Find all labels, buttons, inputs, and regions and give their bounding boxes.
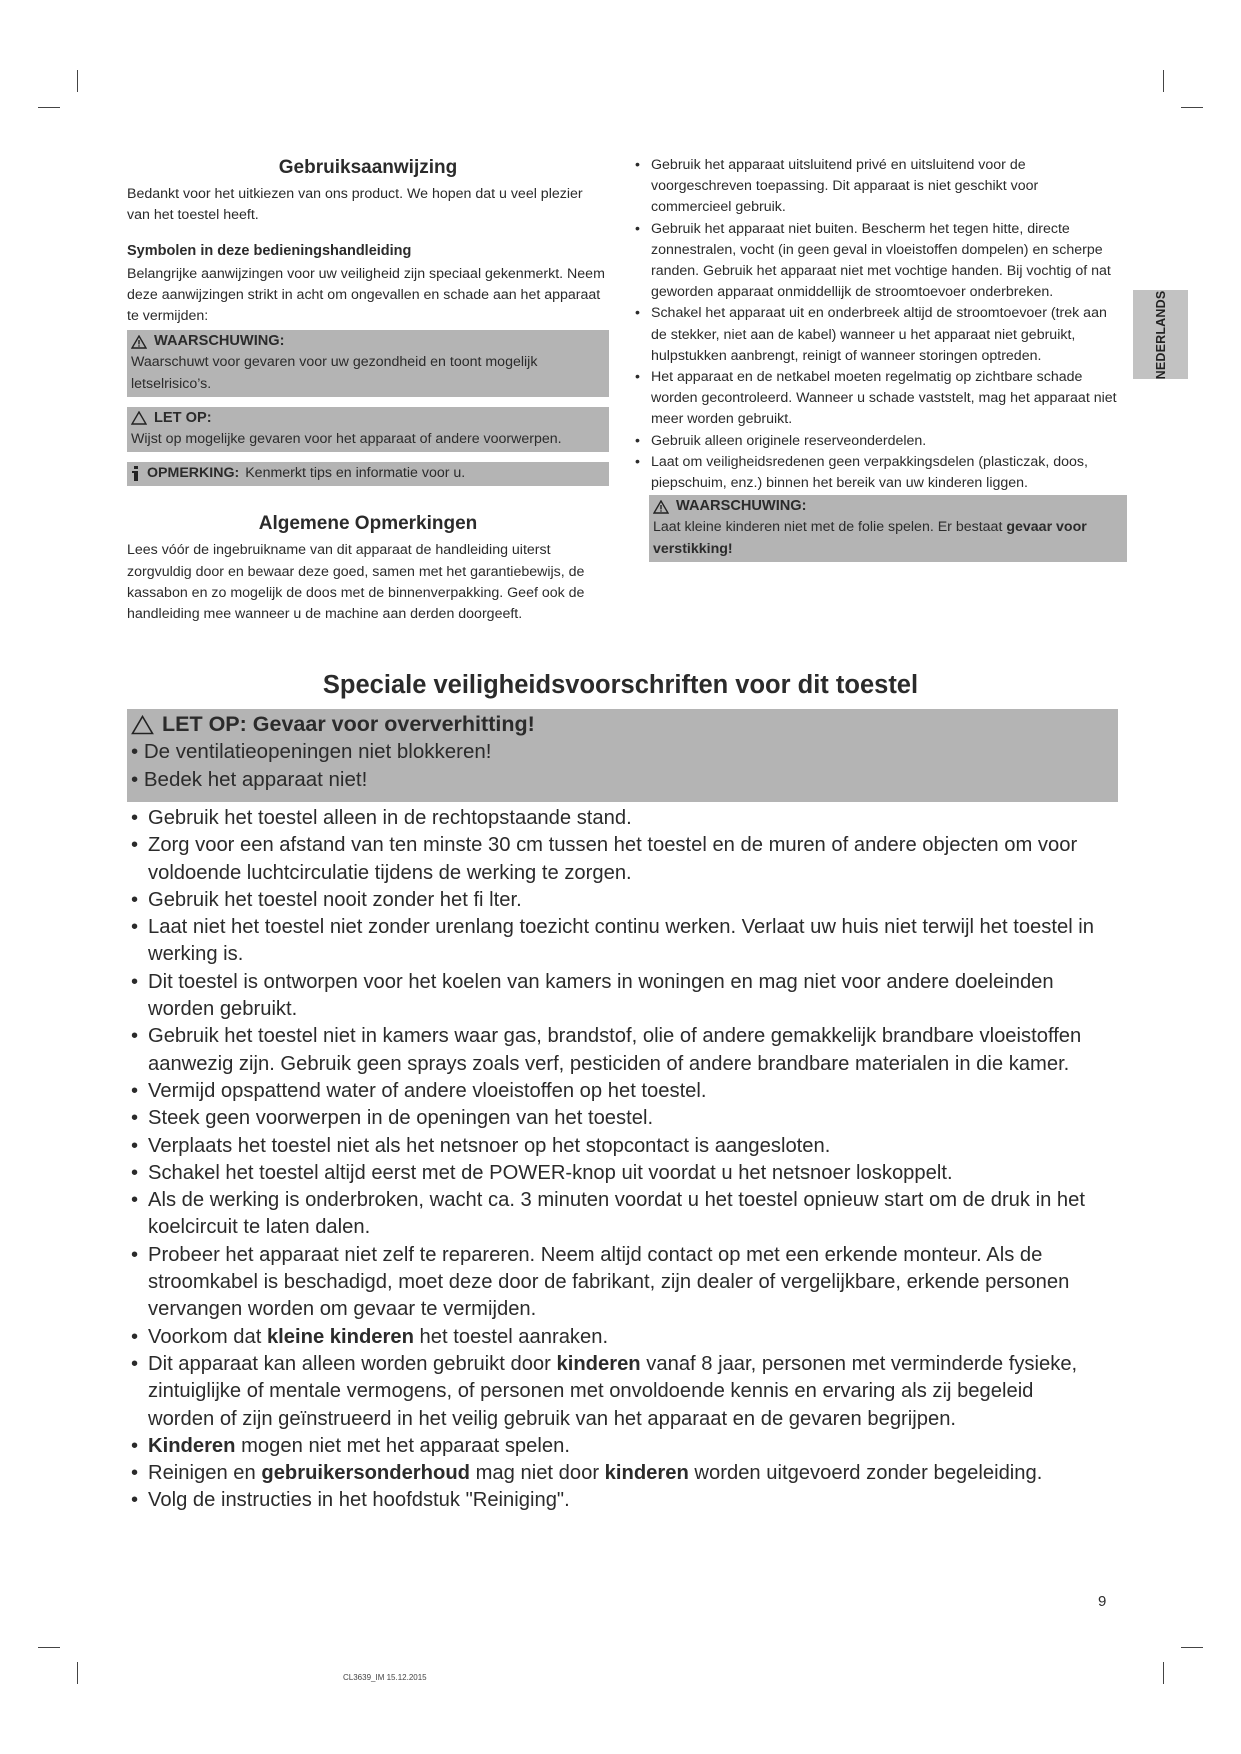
overheat-bullet-2: • Bedek het apparaat niet! [131, 768, 368, 791]
overheat-bullet-1: • De ventilatieopeningen niet blokkeren! [131, 740, 492, 763]
general-text: Lees vóór de ingebruikname van dit apparaat de handleiding uiterst zorgvuldig door en bewaar deze goed, samen met het garantiebewijs, de kassabon en zo mogelijk de doos met de binnenverpakking. Geef ook de handleiding mee wanneer u de machine aan derden doorgeeft. [127, 542, 585, 623]
caution-box [127, 407, 609, 452]
note-title: OPMERKING: [147, 465, 240, 482]
list-item: • Gebruik het toestel niet in kamers waar gas, brandstof, olie of andere gemakkelijk brandbare vloeistoffen aanwezig zijn. Gebruik geen sprays zoals verf, pesticiden of andere brandbare materialen in die kamer. [127, 1023, 1117, 1078]
list-item: • Gebruik het apparaat niet buiten. Bescherm het tegen hitte, directe zonnestralen, vocht (in geen geval in vloeistoffen dompelen) en scherpe randen. Gebruik het apparaat niet met vochtige handen. Bij vochtig of nat geworden apparaat onmiddellijk de stroomtoevoer onderbreken. [631, 219, 1119, 304]
note-text: Kenmerkt tips en informatie voor u. [245, 465, 466, 482]
child-warning-text [653, 517, 1123, 559]
left-column [127, 155, 609, 625]
list-item: • Schakel het toestel altijd eerst met de POWER-knop uit voordat u het netsnoer loskoppelt. [127, 1160, 1117, 1187]
safety-list [127, 805, 1117, 1515]
crop-mark [38, 1647, 60, 1648]
crop-mark [1181, 107, 1203, 108]
item-text: worden uitgevoerd zonder begeleiding. [688, 1462, 1043, 1485]
warning-box [127, 330, 609, 397]
list-item: • Volg de instructies in het hoofdstuk "Reiniging". [127, 1487, 1117, 1514]
right-bullet-list [631, 155, 1119, 494]
list-item: • Het apparaat en de netkabel moeten regelmatig op zichtbare schade worden gecontroleerd. Wanneer u schade vaststelt, mag het apparaat niet meer worden gebruikt. [631, 367, 1119, 431]
warning-heading [131, 331, 605, 352]
child-warning-text-bold: gevaar voor verstikking! [653, 519, 1087, 557]
warning-icon [653, 500, 669, 514]
list-item: • Laat om veiligheidsredenen geen verpakkingsdelen (plasticzak, doos, piepschuim, enz.) binnen het bereik van uw kinderen liggen. [631, 452, 1119, 494]
item-text: mag niet door [470, 1462, 605, 1485]
list-item: • Gebruik alleen originele reserveonderdelen. [631, 431, 1119, 452]
item-text: Reinigen en [148, 1462, 262, 1485]
list-item: • Steek geen voorwerpen in de openingen van het toestel. [127, 1105, 1117, 1132]
list-item [127, 1460, 1117, 1487]
list-item: • Dit toestel is ontworpen voor het koelen van kamers in woningen en mag niet voor andere doeleinden worden gebruikt. [127, 969, 1117, 1024]
caution-text: Wijst op mogelijke gevaren voor het apparaat of andere voorwerpen. [131, 431, 562, 448]
list-item: • Zorg voor een afstand van ten minste 30 cm tussen het toestel en de muren of andere objecten om voor voldoende luchtcirculatie tijdens de werking te zorgen. [127, 832, 1117, 887]
child-warning-text-plain: Laat kleine kinderen niet met de folie spelen. Er bestaat [653, 519, 1007, 536]
crop-mark [1181, 1647, 1203, 1648]
caution-icon [131, 715, 154, 735]
list-item: • Gebruik het toestel nooit zonder het fi lter. [127, 887, 1117, 914]
list-item: • Schakel het apparaat uit en onderbreek altijd de stroomtoevoer (trek aan de stekker, niet aan de kabel) wanneer u het apparaat niet gebruikt, hulpstukken aanbrengt, reinigt of wanneer storingen optreden. [631, 303, 1119, 367]
note-box [127, 462, 609, 486]
child-warning-box [649, 495, 1127, 562]
item-text-bold: kinderen [604, 1462, 689, 1485]
overheat-heading [131, 712, 535, 737]
safety-list-container [127, 805, 1117, 1515]
safety-title: Speciale veiligheidsvoorschriften voor dit toestel [322, 671, 919, 699]
caution-heading [131, 408, 605, 429]
right-column [631, 155, 1119, 562]
manual-title: Gebruiksaanwijzing [278, 157, 458, 178]
general-title: Algemene Opmerkingen [258, 513, 478, 535]
list-item: • Vermijd opspattend water of andere vloeistoffen op het toestel. [127, 1078, 1117, 1105]
warning-icon [131, 335, 147, 349]
warning-title: WAARSCHUWING: [154, 333, 285, 350]
child-warning-heading [653, 496, 1123, 517]
info-icon [131, 466, 141, 481]
warning-text: Waarschuwt voor gevaren voor uw gezondheid en toont mogelijk letselrisico’s. [131, 354, 538, 392]
intro-text: Bedankt voor het uitkiezen van ons product. We hopen dat u veel plezier van het toestel heeft. [127, 186, 583, 224]
language-tab-label: NEDERLANDS [1153, 290, 1168, 379]
list-item [127, 1433, 1117, 1460]
item-text: worden of zijn geïnstrueerd in het veilig gebruik van het apparaat en de gevaren begrijpen. [148, 1407, 957, 1430]
crop-mark [1163, 1662, 1164, 1684]
item-text: vanaf 8 jaar, personen met verminderde fysieke, zintuiglijke of mentale vermogens, of personen met onvoldoende kennis en ervaring als zij begeleid [148, 1352, 1078, 1403]
list-item: • Als de werking is onderbroken, wacht ca. 3 minuten voordat u het toestel opnieuw start om de druk in het koelcircuit te laten dalen. [127, 1187, 1117, 1242]
list-item [127, 1324, 1117, 1351]
symbols-heading: Symbolen in deze bedieningshandleiding [127, 243, 412, 260]
page-number: 9 [1098, 1593, 1107, 1610]
symbols-text: Belangrijke aanwijzingen voor uw veiligheid zijn speciaal gekenmerkt. Neem deze aanwijzingen strikt in acht om ongevallen en schade aan het apparaat te vermijden: [127, 265, 605, 325]
item-text-bold: kinderen [556, 1352, 641, 1375]
footer-code: CL3639_IM 15.12.2015 [343, 1673, 427, 1682]
overheat-title: LET OP: Gevaar voor oververhitting! [162, 712, 535, 736]
item-text: mogen niet met het apparaat spelen. [235, 1434, 570, 1457]
child-warning-title: WAARSCHUWING: [676, 498, 807, 515]
caution-icon [131, 411, 147, 425]
item-text-bold: Kinderen [148, 1434, 236, 1457]
overheat-box [127, 709, 1118, 802]
language-tab [1133, 290, 1188, 379]
overheat-bullet-2-text: Bedek het apparaat niet! [143, 768, 368, 791]
item-text-bold: gebruikersonderhoud [261, 1462, 470, 1485]
item-text: het toestel aanraken. [413, 1325, 609, 1348]
list-item: • Probeer het apparaat niet zelf te repareren. Neem altijd contact op met een erkende monteur. Als de stroomkabel is beschadigd, moet deze door de fabrikant, zijn dealer of vergelijkbare, erkende personen vervangen worden om gevaar te vermijden. [127, 1242, 1117, 1324]
item-text: Dit apparaat kan alleen worden gebruikt door [148, 1352, 557, 1375]
crop-mark [1163, 70, 1164, 92]
list-item: • Gebruik het apparaat uitsluitend privé en uitsluitend voor de voorgeschreven toepassing. Dit apparaat is niet geschikt voor commercieel gebruik. [631, 155, 1119, 219]
crop-mark [77, 1662, 78, 1684]
list-item: • Laat niet het toestel niet zonder urenlang toezicht continu werken. Verlaat uw huis niet terwijl het toestel in werking is. [127, 914, 1117, 969]
item-text: Voorkom dat [148, 1325, 267, 1348]
item-text-bold: kleine kinderen [266, 1325, 414, 1348]
crop-mark [77, 70, 78, 92]
list-item [127, 1351, 1117, 1433]
list-item: • Verplaats het toestel niet als het netsnoer op het stopcontact is aangesloten. [127, 1133, 1117, 1160]
crop-mark [38, 107, 60, 108]
list-item: • Gebruik het toestel alleen in de rechtopstaande stand. [127, 805, 1117, 832]
overheat-bullet-1-text: De ventilatieopeningen niet blokkeren! [143, 740, 492, 763]
caution-title: LET OP: [154, 409, 212, 426]
